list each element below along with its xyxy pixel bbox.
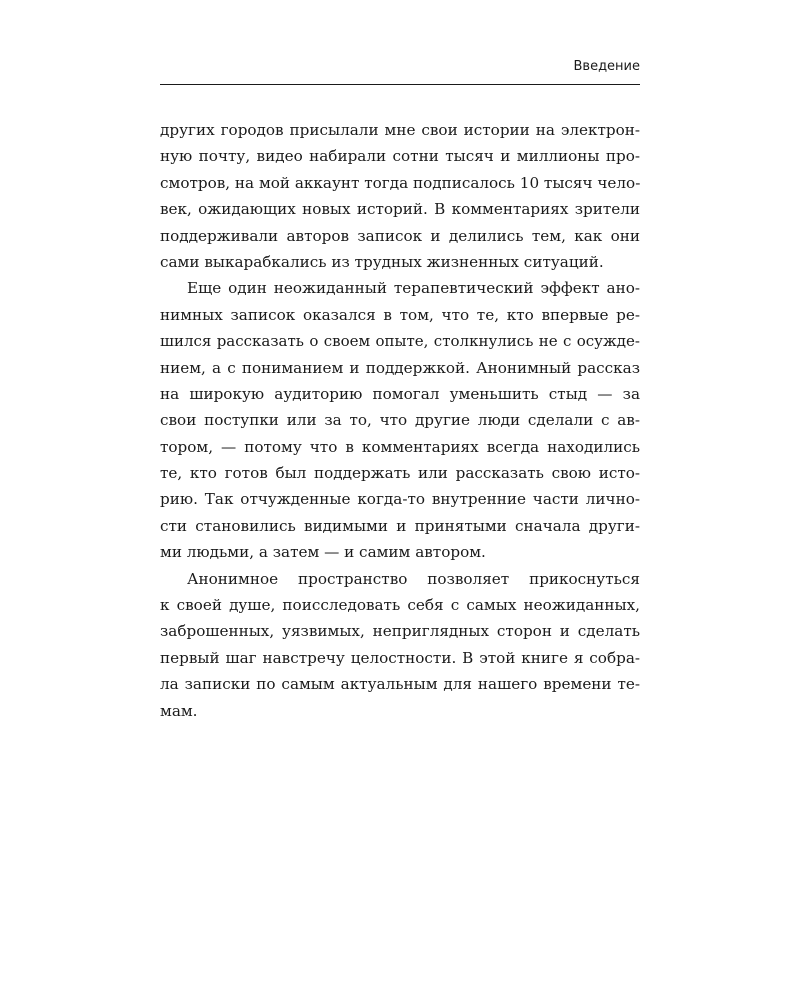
text-line: век, ожидающих новых историй. В комментариях зрители xyxy=(160,200,640,219)
body-text xyxy=(160,117,640,724)
text-line: рию. Так отчужденные когда-то внутренние части лично- xyxy=(160,490,640,509)
text-line: те, кто готов был поддержать или рассказать свою исто- xyxy=(160,464,640,483)
running-header: Введение xyxy=(573,59,640,74)
text-line: ную почту, видео набирали сотни тысяч и миллионы про- xyxy=(160,147,640,166)
text-line: к своей душе, поисследовать себя с самых неожиданных, xyxy=(160,596,640,615)
text-line: первый шаг навстречу целостности. В этой книге я собра- xyxy=(160,648,640,667)
text-line: сами выкарабкались из трудных жизненных ситуаций. xyxy=(160,252,604,271)
text-line: ми людьми, а затем — и самим автором. xyxy=(160,543,486,562)
text-line: заброшенных, уязвимых, неприглядных сторон и сделать xyxy=(160,622,640,641)
text-line: поддерживали авторов записок и делились тем, как они xyxy=(160,226,640,245)
text-line: Анонимное пространство позволяет прикоснуться xyxy=(187,569,640,588)
text-line: нимных записок оказался в том, что те, кто впервые ре- xyxy=(160,305,640,324)
header-rule xyxy=(160,84,640,85)
paragraph-2 xyxy=(160,275,640,565)
text-line: мам. xyxy=(160,701,198,720)
text-line: на широкую аудиторию помогал уменьшить стыд — за xyxy=(160,384,640,403)
paragraph-3 xyxy=(160,566,640,724)
text-line: Еще один неожиданный терапевтический эффект ано- xyxy=(187,279,640,298)
text-line: ла записки по самым актуальным для нашего времени те- xyxy=(160,675,640,694)
text-line: смотров, на мой аккаунт тогда подписалось 10 тысяч чело- xyxy=(160,173,640,192)
text-line: свои поступки или за то, что другие люди сделали с ав- xyxy=(160,411,640,430)
text-line: тором, — потому что в комментариях всегда находились xyxy=(160,437,640,456)
text-line: нием, а с пониманием и поддержкой. Анонимный рассказ xyxy=(160,358,640,377)
paragraph-1 xyxy=(160,117,640,275)
text-line: других городов присылали мне свои истории на электрон- xyxy=(160,121,640,139)
text-line: шился рассказать о своем опыте, столкнулись не с осужде- xyxy=(160,332,640,351)
text-line: сти становились видимыми и принятыми сначала други- xyxy=(160,516,640,535)
